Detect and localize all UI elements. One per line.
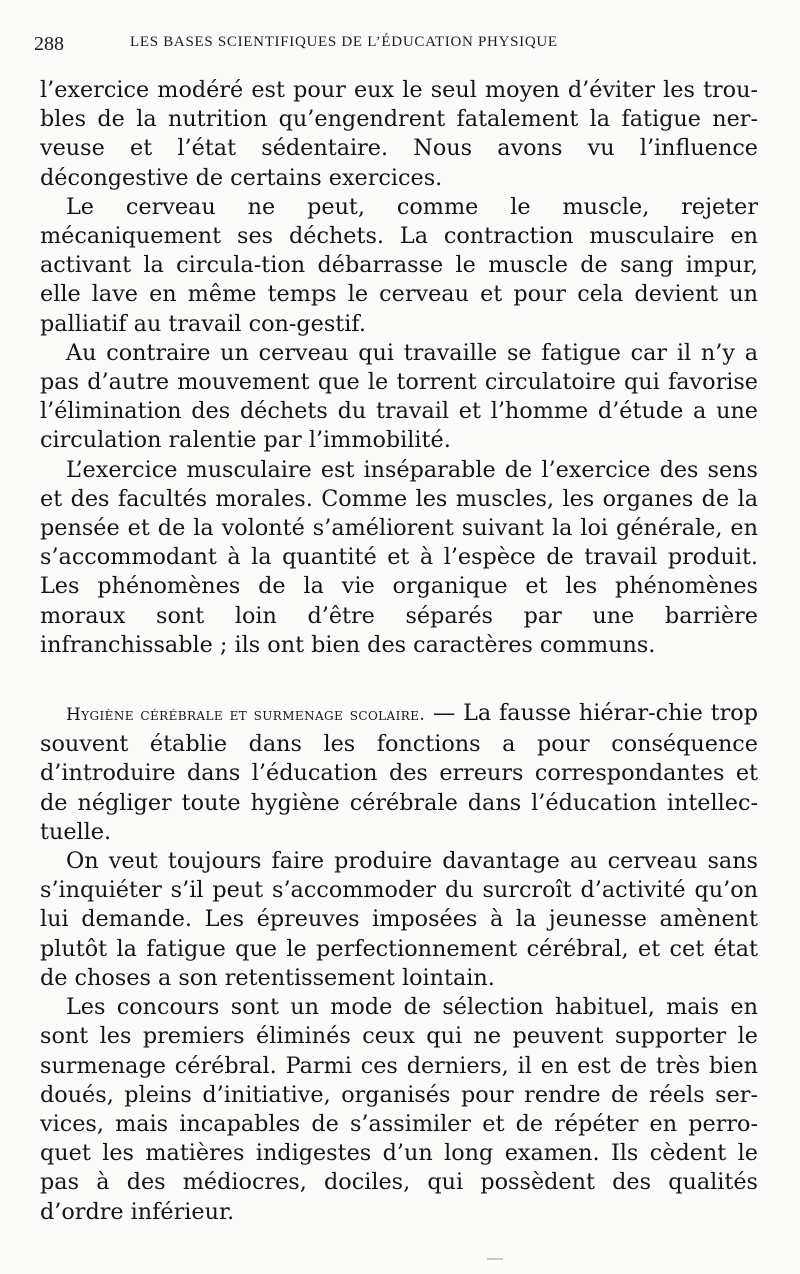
body-text bbox=[40, 76, 758, 1227]
section-heading-continuation: — La fausse hiérar-chie trop souvent établie dans les fonctions a pour conséquence d’introduire dans l’éducation des erreurs correspondantes et de négliger toute hygiène cérébrale dans l’éducation intellec-tuelle. bbox=[40, 700, 758, 845]
section-intro-paragraph bbox=[40, 699, 758, 847]
paragraph: On veut toujours faire produire davantage au cerveau sans s’inquiéter s’il peut s’accommoder du surcroît d’activité qu’on lui demande. Les épreuves imposées à la jeunesse amènent plutôt la fatigue que le perfectionnement cérébral, et cet état de choses a son retentissement lointain. bbox=[40, 848, 758, 991]
paragraph: l’exercice modéré est pour eux le seul moyen d’éviter les trou-bles de la nutrition qu’engendrent fatalement la fatigue ner-veuse et l’état sédentaire. Nous avons vu l’influence décongestive de certains exercices. bbox=[40, 77, 758, 191]
running-header bbox=[34, 33, 774, 63]
paragraph: Au contraire un cerveau qui travaille se fatigue car il n’y a pas d’autre mouvement que le torrent circulatoire qui favorise l’élimination des déchets du travail et l’homme d’étude a une circulation ralentie par l’immobilité. bbox=[40, 339, 758, 454]
section-gap bbox=[40, 660, 758, 699]
paragraph: Le cerveau ne peut, comme le muscle, rejeter mécaniquement ses déchets. La contraction musculaire en activant la circula-tion débarrasse le muscle de sang impur, elle lave en même temps le cerveau et pour cela devient un palliatif au travail con-gestif. bbox=[40, 193, 758, 337]
paragraph: L’exercice musculaire est inséparable de l’exercice des sens et des facultés morales. Comme les muscles, les organes de la pensée et de la volonté s’améliorent suivant la loi générale, en s’accommodant à la quantité et à l’espèce de travail produit. Les phénomènes de la vie organique et les phénomènes moraux sont loin d’être séparés par une barrière infranchissable ; ils ont bien des caractères communs. bbox=[40, 456, 758, 658]
running-title: LES BASES SCIENTIFIQUES DE L’ÉDUCATION PHYSIQUE bbox=[130, 34, 558, 50]
print-mark bbox=[487, 1258, 503, 1260]
section-heading: Hygiène cérébrale et surmenage scolaire. bbox=[66, 705, 426, 726]
paragraph: Les concours sont un mode de sélection habituel, mais en sont les premiers éliminés ceux qui ne peuvent supporter le surmenage cérébral. Parmi ces derniers, il en est de très bien doués, pleins d’initiative, organisés pour rendre de réels ser-vices, mais incapables de s’assimiler et de répéter en perro-quet les matières indigestes d’un long examen. Ils cèdent le pas à des médiocres, dociles, qui possèdent des qualités d’ordre inférieur. bbox=[40, 994, 758, 1225]
page-number: 288 bbox=[34, 33, 64, 55]
